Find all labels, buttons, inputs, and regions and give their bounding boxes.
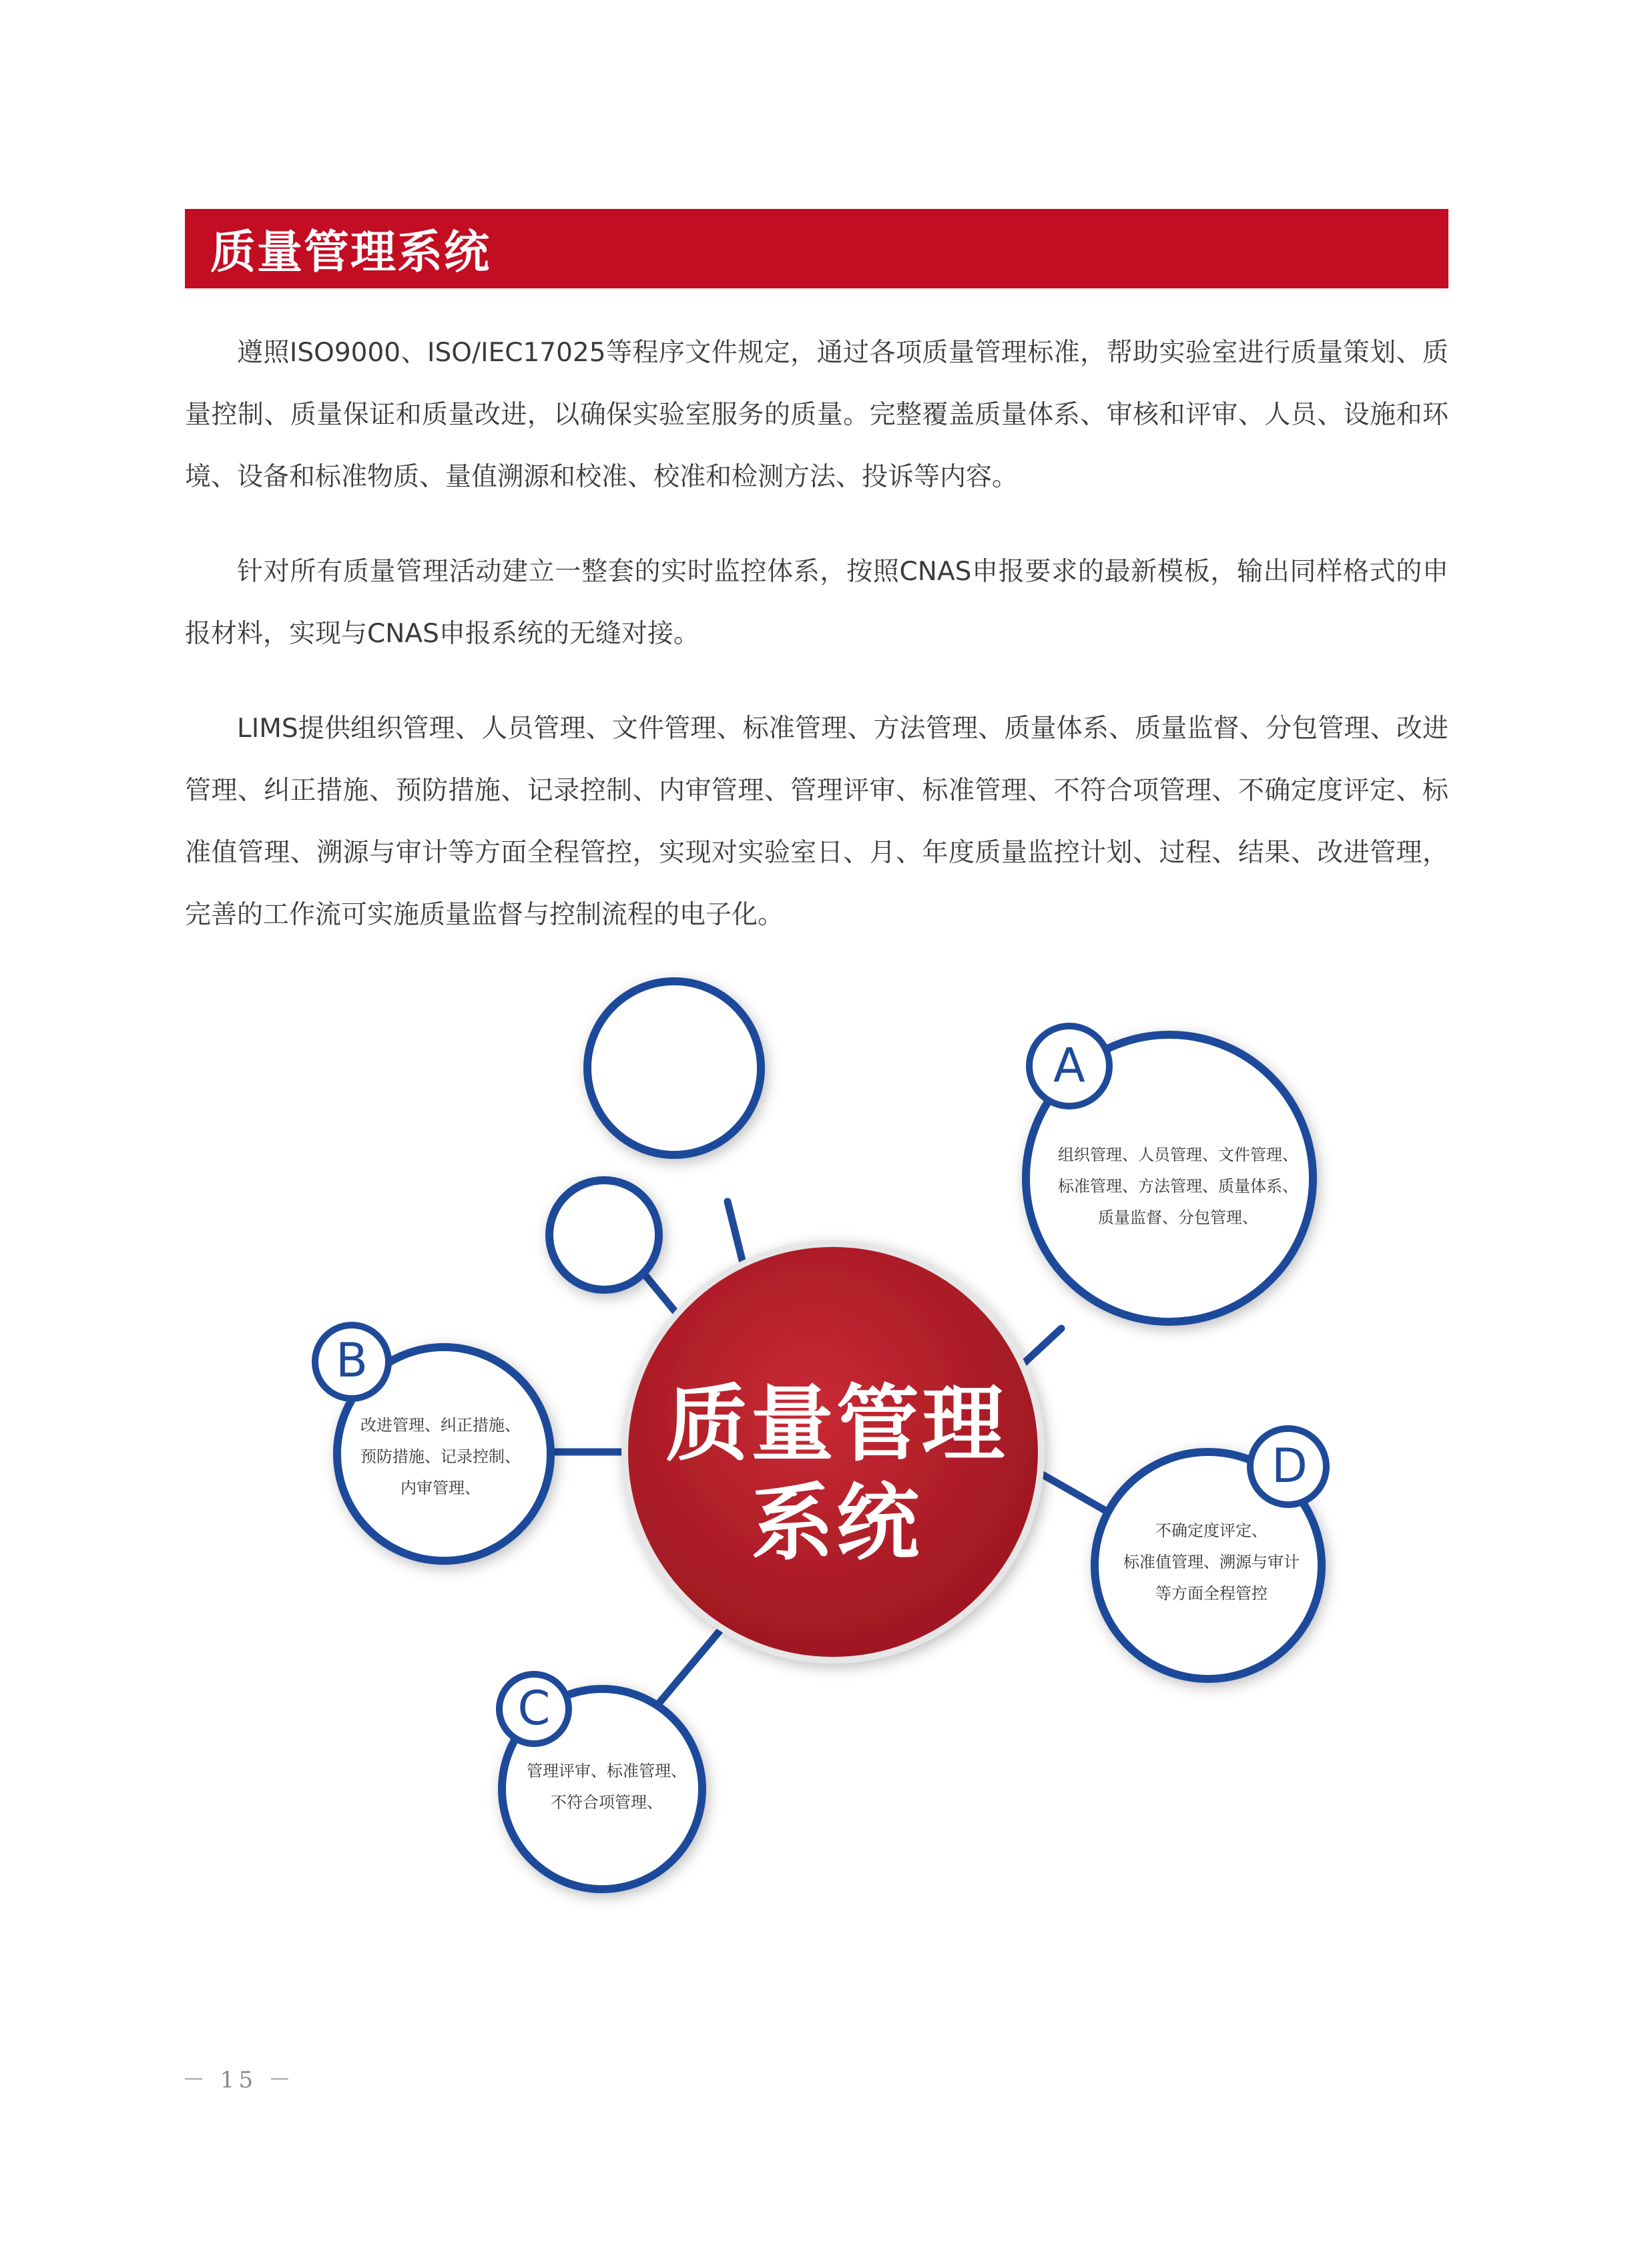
node-d-text: 不确定度评定、 标准值管理、溯源与审计 等方面全程管控 [1123,1521,1300,1603]
node-a-letter: A [1053,1038,1085,1093]
connector-d [1038,1472,1108,1512]
paragraph-3: LIMS提供组织管理、人员管理、文件管理、标准管理、方法管理、质量体系、质量监督、分包管理、改进管理、纠正措施、预防措施、记录控制、内审管理、管理评审、标准管理、不符合项管理、不确定度评定、标准值管理、溯源与审计等方面全程管控，实现对实验室日、月、年度质量监控计划、过程、结果、改进管理，完善的工作流可实施质量监督与控制流程的电子化。 [185,714,1448,930]
section-title: 质量管理系统 [210,226,491,279]
page-number: － 15 － [182,2067,295,2093]
node-b-text: 改进管理、纠正措施、 预防措施、记录控制、 内审管理、 [360,1416,521,1497]
node-a-text: 组织管理、人员管理、文件管理、 标准管理、方法管理、质量体系、 质量监督、分包管理、 [1058,1146,1298,1227]
paragraph-1: 遵照ISO9000、ISO/IEC17025等程序文件规定，通过各项质量管理标准，帮助实验室进行质量策划、质量控制、质量保证和质量改进，以确保实验室服务的质量。完整覆盖质量体系、审核和评审、人员、设施和环境、设备和标准物质、量值溯源和校准、校准和检测方法、投诉等内容。 [185,338,1448,492]
node-b-letter: B [335,1333,368,1388]
center-label: 质量管理 系统 [665,1377,1007,1571]
node-d-letter: D [1272,1439,1308,1493]
node-c-letter: C [517,1681,551,1736]
empty-circle-small [549,1180,659,1290]
paragraph-2: 针对所有质量管理活动建立一整套的实时监控体系，按照CNAS申报要求的最新模板，输出同样格式的申报材料，实现与CNAS申报系统的无缝对接。 [185,557,1448,649]
empty-circle-large [587,981,761,1155]
connector-c [654,1626,724,1709]
node-c-text: 管理评审、标准管理、 不符合项管理、 [527,1762,687,1812]
